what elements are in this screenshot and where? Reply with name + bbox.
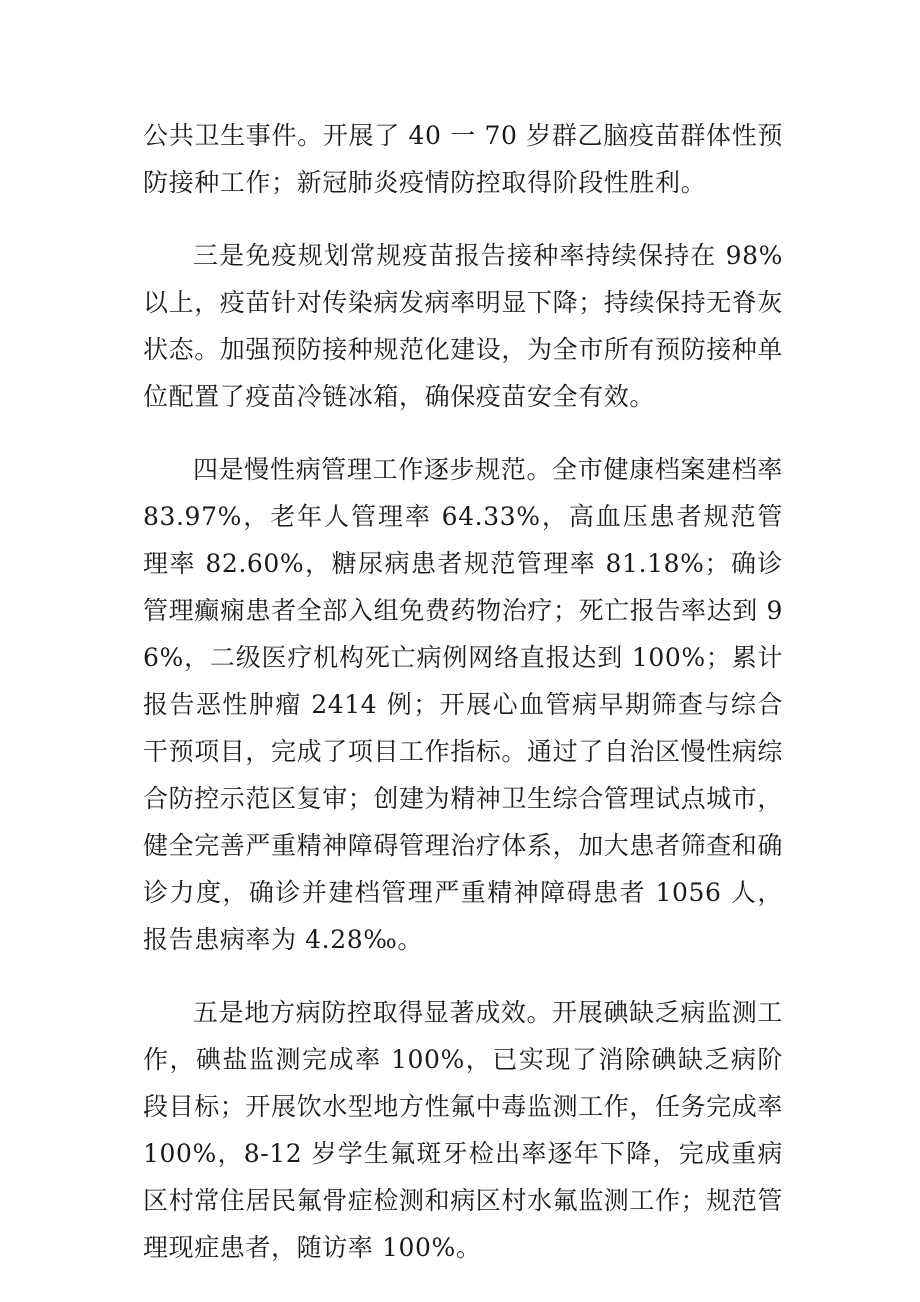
paragraph-endemic-disease: 五是地方病防控取得显著成效。开展碘缺乏病监测工作，碘盐监测完成率 100%，已实现了消除碘缺乏病阶段目标；开展饮水型地方性氟中毒监测工作，任务完成率 100%，8-12 岁学生氟斑牙检出率逐年下降，完成重病区村常住居民氟骨症检测和病区村水氟监测工作；规范管理现症患者，随访率 100%。 [143,998,784,1262]
paragraph-chronic-disease: 四是慢性病管理工作逐步规范。全市健康档案建档率 83.97%，老年人管理率 64.33%，高血压患者规范管理率 82.60%，糖尿病患者规范管理率 81.18%；确诊管理癫痫患者全部入组免费药物治疗；死亡报告率达到 96%，二级医疗机构死亡病例网络直报达到 100%；累计报告恶性肿瘤 2414 例；开展心血管病早期筛查与综合干预项目，完成了项目工作指标。通过了自治区慢性病综合防控示范区复审；创建为精神卫生综合管理试点城市，健全完善严重精神障碍管理治疗体系，加大患者筛查和确诊力度，确诊并建档管理严重精神障碍患者 1056 人，报告患病率为 4.28‰。 [143,455,784,954]
document-body [143,112,783,1271]
paragraph-continuation: 公共卫生事件。开展了 40 一 70 岁群乙脑疫苗群体性预防接种工作；新冠肺炎疫情防控取得阶段性胜利。 [143,121,783,197]
paragraph-immunization: 三是免疫规划常规疫苗报告接种率持续保持在 98%以上，疫苗针对传染病发病率明显下降；持续保持无脊灰状态。加强预防接种规范化建设，为全市所有预防接种单位配置了疫苗冷链冰箱，确保疫苗安全有效。 [143,241,784,411]
